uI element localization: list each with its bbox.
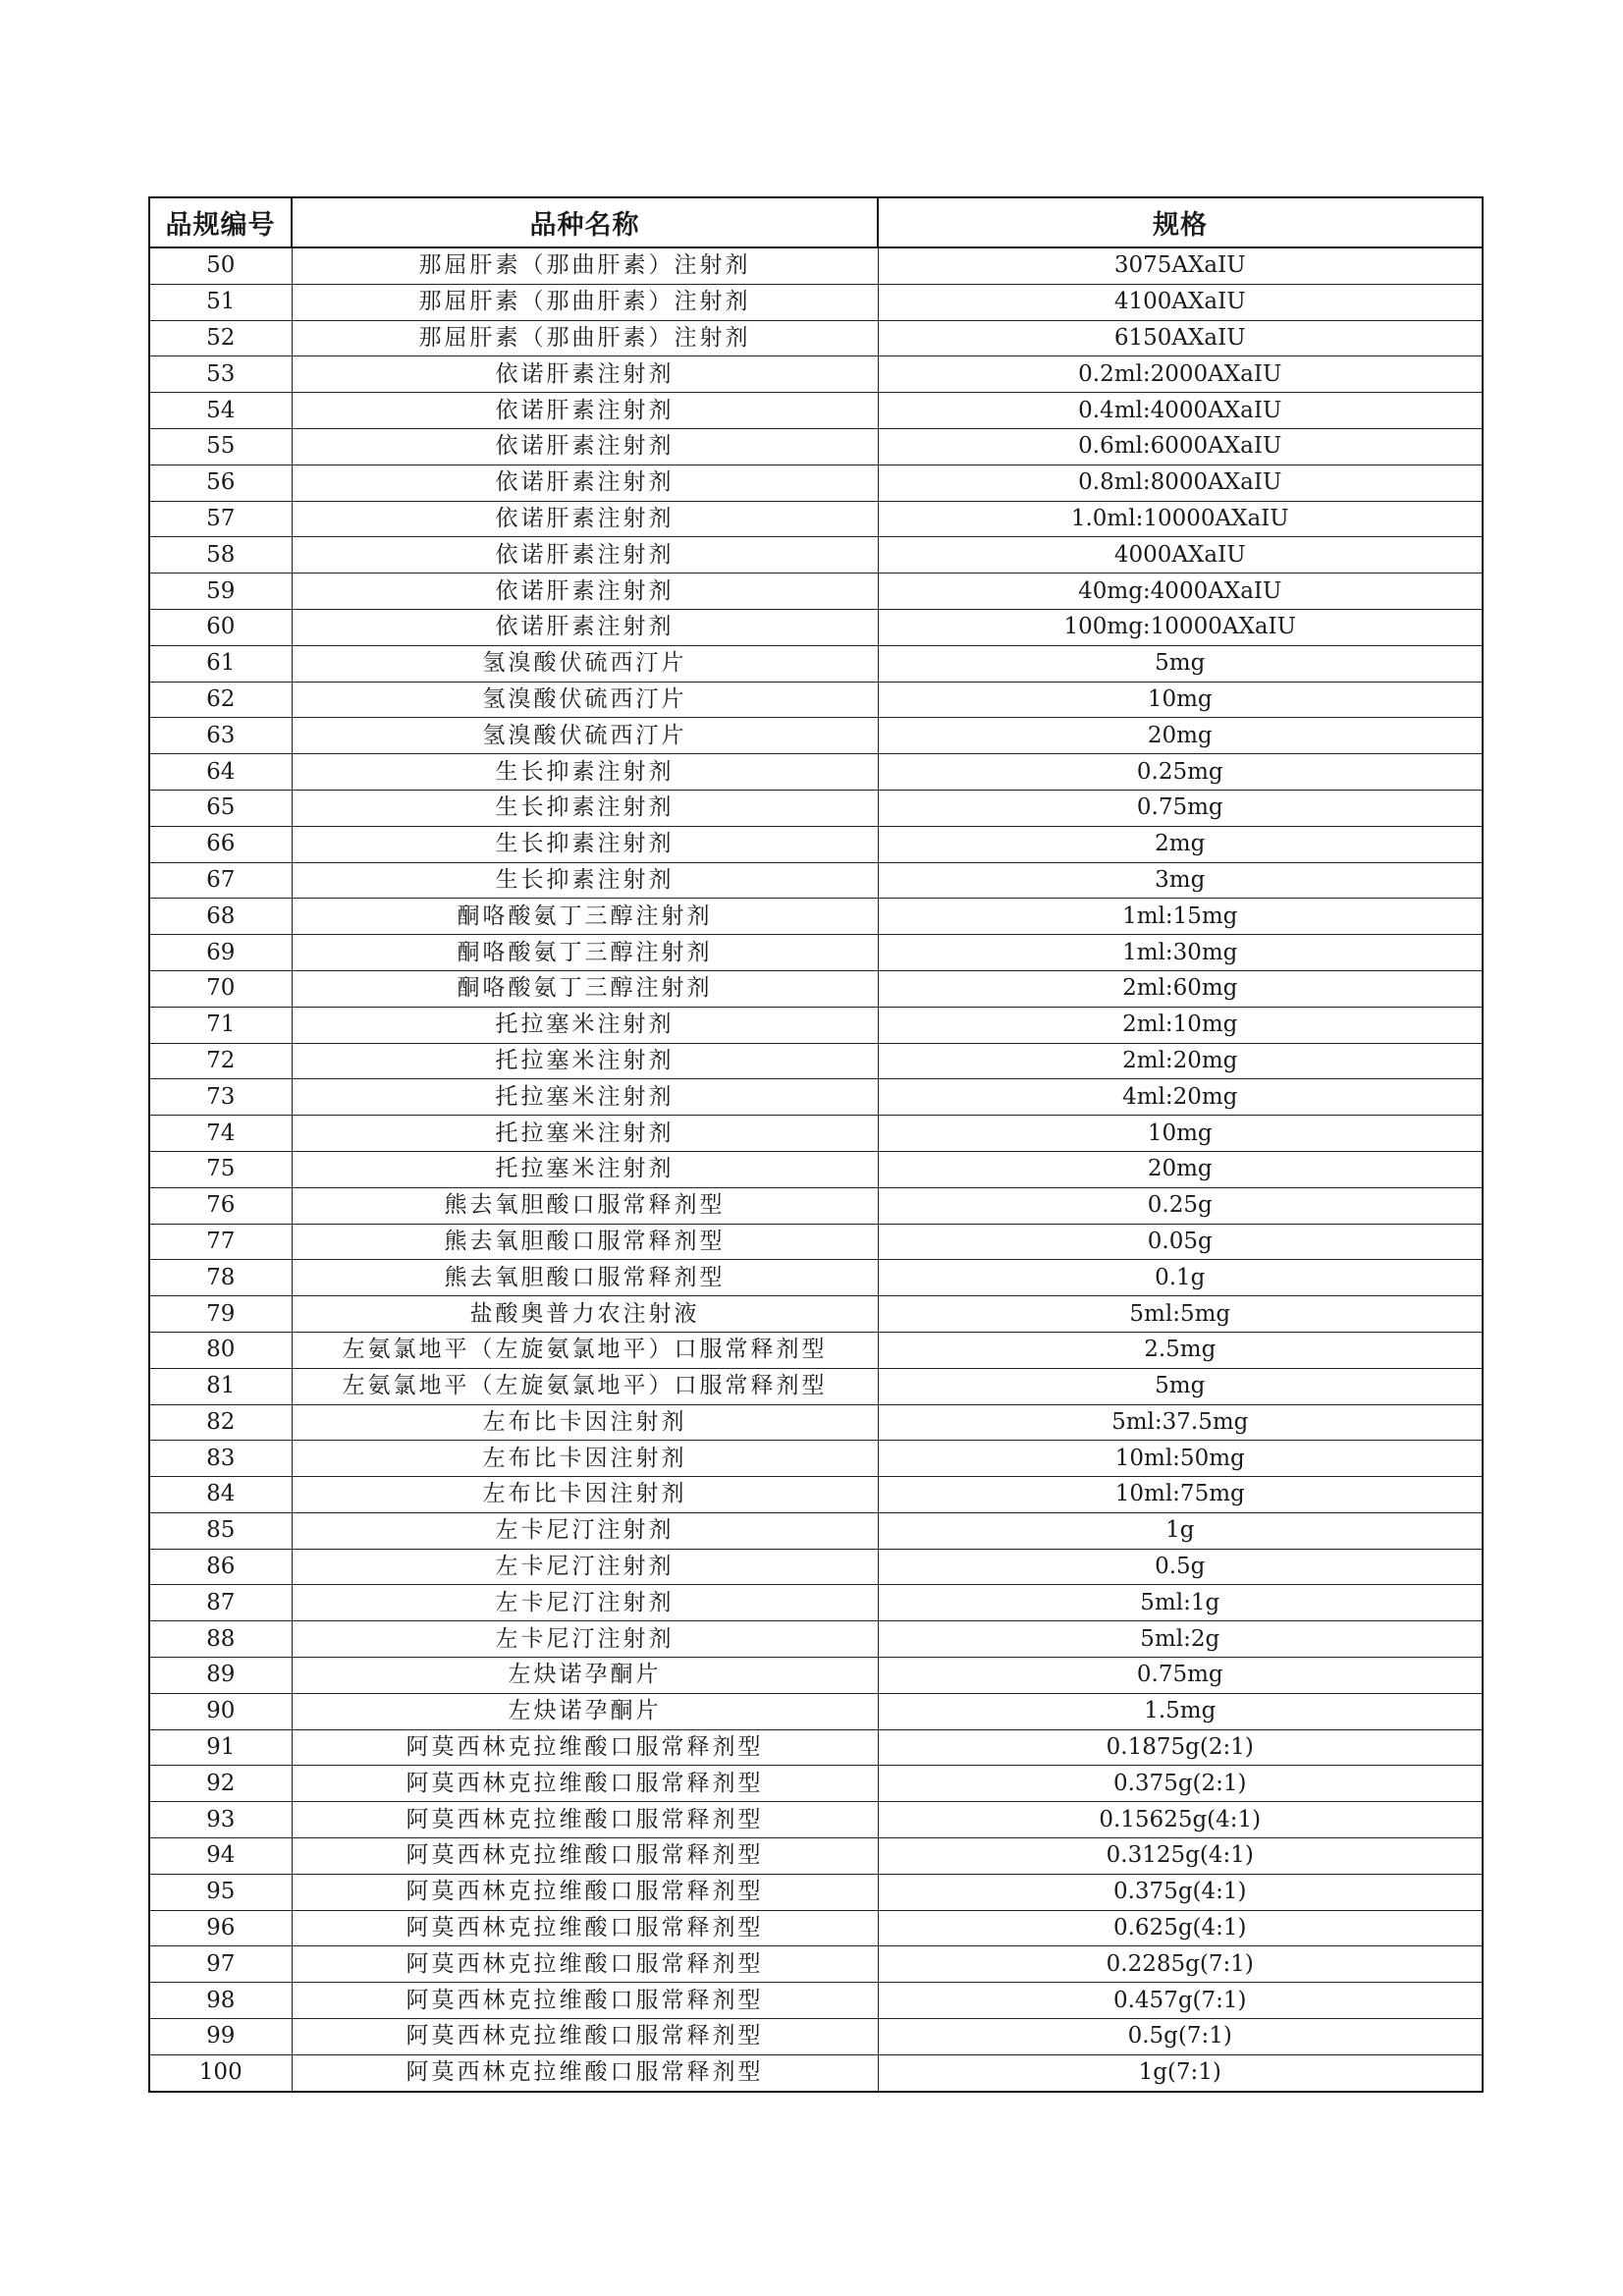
table-row (149, 862, 1483, 899)
row-spec-cell: 5ml:1g (878, 1585, 1483, 1621)
table-row (149, 501, 1483, 537)
row-product-name-cell: 阿莫西林克拉维酸口服常释剂型 (292, 1838, 878, 1875)
row-product-name-cell: 托拉塞米注射剂 (292, 1116, 878, 1152)
row-number-cell: 92 (149, 1766, 292, 1802)
row-product-name-cell: 氢溴酸伏硫西汀片 (292, 718, 878, 754)
header-item-number: 品规编号 (149, 197, 292, 247)
row-spec-cell: 1g (878, 1512, 1483, 1549)
row-product-name-cell: 左卡尼汀注射剂 (292, 1621, 878, 1658)
row-spec-cell: 100mg:10000AXaIU (878, 609, 1483, 645)
row-spec-cell: 1.0ml:10000AXaIU (878, 501, 1483, 537)
row-number-cell: 81 (149, 1368, 292, 1404)
table-row (149, 1874, 1483, 1910)
row-spec-cell: 6150AXaIU (878, 320, 1483, 356)
row-product-name-cell: 依诺肝素注射剂 (292, 574, 878, 610)
table-row (149, 1043, 1483, 1079)
row-number-cell: 68 (149, 899, 292, 935)
row-spec-cell: 0.25g (878, 1187, 1483, 1224)
row-product-name-cell: 左炔诺孕酮片 (292, 1658, 878, 1694)
row-product-name-cell: 托拉塞米注射剂 (292, 1079, 878, 1116)
row-spec-cell: 0.5g (878, 1549, 1483, 1585)
table-row (149, 1729, 1483, 1766)
row-number-cell: 90 (149, 1693, 292, 1729)
table-row (149, 1910, 1483, 1946)
row-number-cell: 60 (149, 609, 292, 645)
table-row (149, 320, 1483, 356)
row-product-name-cell: 生长抑素注射剂 (292, 862, 878, 899)
row-number-cell: 82 (149, 1404, 292, 1441)
row-product-name-cell: 熊去氧胆酸口服常释剂型 (292, 1224, 878, 1260)
row-product-name-cell: 左布比卡因注射剂 (292, 1404, 878, 1441)
row-product-name-cell: 依诺肝素注射剂 (292, 393, 878, 429)
row-number-cell: 55 (149, 428, 292, 465)
row-product-name-cell: 左氨氯地平（左旋氨氯地平）口服常释剂型 (292, 1368, 878, 1404)
row-number-cell: 61 (149, 645, 292, 682)
table-header (149, 197, 1483, 247)
table-row (149, 1224, 1483, 1260)
row-product-name-cell: 那屈肝素（那曲肝素）注射剂 (292, 320, 878, 356)
table-row (149, 718, 1483, 754)
row-product-name-cell: 依诺肝素注射剂 (292, 537, 878, 574)
row-number-cell: 50 (149, 247, 292, 284)
row-number-cell: 69 (149, 935, 292, 971)
row-number-cell: 85 (149, 1512, 292, 1549)
row-spec-cell: 1.5mg (878, 1693, 1483, 1729)
row-spec-cell: 5ml:2g (878, 1621, 1483, 1658)
table-row (149, 1512, 1483, 1549)
row-number-cell: 64 (149, 754, 292, 791)
row-number-cell: 73 (149, 1079, 292, 1116)
row-product-name-cell: 依诺肝素注射剂 (292, 356, 878, 393)
row-number-cell: 66 (149, 826, 292, 862)
row-spec-cell: 0.6ml:6000AXaIU (878, 428, 1483, 465)
row-number-cell: 53 (149, 356, 292, 393)
row-product-name-cell: 左氨氯地平（左旋氨氯地平）口服常释剂型 (292, 1332, 878, 1368)
row-product-name-cell: 托拉塞米注射剂 (292, 1007, 878, 1043)
row-spec-cell: 0.25mg (878, 754, 1483, 791)
row-number-cell: 70 (149, 970, 292, 1007)
row-product-name-cell: 生长抑素注射剂 (292, 790, 878, 826)
row-spec-cell: 0.4ml:4000AXaIU (878, 393, 1483, 429)
row-product-name-cell: 阿莫西林克拉维酸口服常释剂型 (292, 1983, 878, 2019)
table-row (149, 1151, 1483, 1187)
row-spec-cell: 10mg (878, 682, 1483, 718)
row-spec-cell: 0.3125g(4:1) (878, 1838, 1483, 1875)
row-spec-cell: 0.375g(2:1) (878, 1766, 1483, 1802)
row-number-cell: 97 (149, 1946, 292, 1983)
table-row (149, 1658, 1483, 1694)
row-number-cell: 80 (149, 1332, 292, 1368)
row-spec-cell: 0.05g (878, 1224, 1483, 1260)
table-row (149, 970, 1483, 1007)
row-product-name-cell: 阿莫西林克拉维酸口服常释剂型 (292, 1729, 878, 1766)
table-body (149, 247, 1483, 2092)
row-product-name-cell: 阿莫西林克拉维酸口服常释剂型 (292, 1874, 878, 1910)
row-number-cell: 79 (149, 1296, 292, 1333)
row-spec-cell: 1ml:15mg (878, 899, 1483, 935)
row-spec-cell: 0.8ml:8000AXaIU (878, 465, 1483, 501)
table-row (149, 609, 1483, 645)
table-row (149, 1368, 1483, 1404)
table-row (149, 1116, 1483, 1152)
row-product-name-cell: 阿莫西林克拉维酸口服常释剂型 (292, 1766, 878, 1802)
header-row (149, 197, 1483, 247)
row-product-name-cell: 那屈肝素（那曲肝素）注射剂 (292, 284, 878, 320)
table-row (149, 1187, 1483, 1224)
row-number-cell: 65 (149, 790, 292, 826)
table-row (149, 247, 1483, 284)
table-row (149, 1260, 1483, 1296)
row-product-name-cell: 左布比卡因注射剂 (292, 1477, 878, 1513)
row-number-cell: 63 (149, 718, 292, 754)
row-spec-cell: 2ml:20mg (878, 1043, 1483, 1079)
row-spec-cell: 20mg (878, 718, 1483, 754)
row-product-name-cell: 酮咯酸氨丁三醇注射剂 (292, 970, 878, 1007)
row-spec-cell: 0.375g(4:1) (878, 1874, 1483, 1910)
row-number-cell: 74 (149, 1116, 292, 1152)
table-row (149, 1802, 1483, 1838)
row-product-name-cell: 左卡尼汀注射剂 (292, 1549, 878, 1585)
row-spec-cell: 4100AXaIU (878, 284, 1483, 320)
row-spec-cell: 3mg (878, 862, 1483, 899)
row-number-cell: 51 (149, 284, 292, 320)
row-spec-cell: 2mg (878, 826, 1483, 862)
row-number-cell: 96 (149, 1910, 292, 1946)
row-number-cell: 67 (149, 862, 292, 899)
row-spec-cell: 0.1875g(2:1) (878, 1729, 1483, 1766)
table-row (149, 1007, 1483, 1043)
row-spec-cell: 5ml:5mg (878, 1296, 1483, 1333)
row-number-cell: 99 (149, 2019, 292, 2055)
row-number-cell: 100 (149, 2054, 292, 2091)
row-spec-cell: 0.2285g(7:1) (878, 1946, 1483, 1983)
table-row (149, 1983, 1483, 2019)
row-spec-cell: 1g(7:1) (878, 2054, 1483, 2091)
row-spec-cell: 1ml:30mg (878, 935, 1483, 971)
row-spec-cell: 2ml:10mg (878, 1007, 1483, 1043)
row-product-name-cell: 左卡尼汀注射剂 (292, 1585, 878, 1621)
table-row (149, 935, 1483, 971)
row-product-name-cell: 酮咯酸氨丁三醇注射剂 (292, 935, 878, 971)
row-spec-cell: 3075AXaIU (878, 247, 1483, 284)
table-row (149, 284, 1483, 320)
table-row (149, 2019, 1483, 2055)
row-number-cell: 54 (149, 393, 292, 429)
row-product-name-cell: 酮咯酸氨丁三醇注射剂 (292, 899, 878, 935)
table-row (149, 1549, 1483, 1585)
row-number-cell: 58 (149, 537, 292, 574)
row-spec-cell: 5mg (878, 645, 1483, 682)
table-row (149, 465, 1483, 501)
row-spec-cell: 20mg (878, 1151, 1483, 1187)
row-spec-cell: 10mg (878, 1116, 1483, 1152)
row-number-cell: 86 (149, 1549, 292, 1585)
header-product-name: 品种名称 (292, 197, 878, 247)
table-row (149, 826, 1483, 862)
row-spec-cell: 4000AXaIU (878, 537, 1483, 574)
row-number-cell: 87 (149, 1585, 292, 1621)
row-spec-cell: 2.5mg (878, 1332, 1483, 1368)
row-spec-cell: 0.625g(4:1) (878, 1910, 1483, 1946)
row-product-name-cell: 左卡尼汀注射剂 (292, 1512, 878, 1549)
row-product-name-cell: 托拉塞米注射剂 (292, 1043, 878, 1079)
table-row (149, 1404, 1483, 1441)
table-row (149, 1441, 1483, 1477)
row-spec-cell: 0.75mg (878, 1658, 1483, 1694)
table-row (149, 1693, 1483, 1729)
row-number-cell: 88 (149, 1621, 292, 1658)
row-number-cell: 75 (149, 1151, 292, 1187)
table-row (149, 682, 1483, 718)
row-product-name-cell: 生长抑素注射剂 (292, 754, 878, 791)
table-row (149, 356, 1483, 393)
table-row (149, 393, 1483, 429)
table-row (149, 790, 1483, 826)
row-number-cell: 94 (149, 1838, 292, 1875)
row-spec-cell: 0.457g(7:1) (878, 1983, 1483, 2019)
row-number-cell: 95 (149, 1874, 292, 1910)
row-product-name-cell: 阿莫西林克拉维酸口服常释剂型 (292, 1802, 878, 1838)
table-row (149, 1946, 1483, 1983)
row-spec-cell: 2ml:60mg (878, 970, 1483, 1007)
table-row (149, 754, 1483, 791)
row-product-name-cell: 依诺肝素注射剂 (292, 501, 878, 537)
document-page (148, 196, 1482, 2093)
table-row (149, 1585, 1483, 1621)
table-row (149, 1621, 1483, 1658)
row-product-name-cell: 阿莫西林克拉维酸口服常释剂型 (292, 2054, 878, 2091)
row-spec-cell: 5ml:37.5mg (878, 1404, 1483, 1441)
row-number-cell: 57 (149, 501, 292, 537)
table-row (149, 1332, 1483, 1368)
row-number-cell: 78 (149, 1260, 292, 1296)
row-number-cell: 91 (149, 1729, 292, 1766)
drug-spec-table (148, 196, 1484, 2093)
table-row (149, 1838, 1483, 1875)
row-product-name-cell: 氢溴酸伏硫西汀片 (292, 682, 878, 718)
row-number-cell: 71 (149, 1007, 292, 1043)
row-number-cell: 93 (149, 1802, 292, 1838)
header-specification: 规格 (878, 197, 1483, 247)
row-product-name-cell: 依诺肝素注射剂 (292, 428, 878, 465)
row-product-name-cell: 左炔诺孕酮片 (292, 1693, 878, 1729)
table-row (149, 1296, 1483, 1333)
row-number-cell: 83 (149, 1441, 292, 1477)
row-product-name-cell: 那屈肝素（那曲肝素）注射剂 (292, 247, 878, 284)
table-row (149, 645, 1483, 682)
row-spec-cell: 4ml:20mg (878, 1079, 1483, 1116)
row-number-cell: 62 (149, 682, 292, 718)
row-product-name-cell: 阿莫西林克拉维酸口服常释剂型 (292, 1910, 878, 1946)
row-product-name-cell: 托拉塞米注射剂 (292, 1151, 878, 1187)
row-spec-cell: 0.15625g(4:1) (878, 1802, 1483, 1838)
row-number-cell: 59 (149, 574, 292, 610)
table-row (149, 1766, 1483, 1802)
row-spec-cell: 40mg:4000AXaIU (878, 574, 1483, 610)
row-number-cell: 77 (149, 1224, 292, 1260)
table-row (149, 574, 1483, 610)
row-spec-cell: 10ml:75mg (878, 1477, 1483, 1513)
row-number-cell: 84 (149, 1477, 292, 1513)
row-number-cell: 98 (149, 1983, 292, 2019)
row-number-cell: 72 (149, 1043, 292, 1079)
table-row (149, 1079, 1483, 1116)
row-spec-cell: 0.5g(7:1) (878, 2019, 1483, 2055)
table-row (149, 2054, 1483, 2091)
row-product-name-cell: 氢溴酸伏硫西汀片 (292, 645, 878, 682)
row-product-name-cell: 阿莫西林克拉维酸口服常释剂型 (292, 1946, 878, 1983)
table-row (149, 428, 1483, 465)
row-spec-cell: 0.2ml:2000AXaIU (878, 356, 1483, 393)
row-product-name-cell: 熊去氧胆酸口服常释剂型 (292, 1260, 878, 1296)
row-spec-cell: 5mg (878, 1368, 1483, 1404)
row-spec-cell: 0.75mg (878, 790, 1483, 826)
row-product-name-cell: 盐酸奥普力农注射液 (292, 1296, 878, 1333)
row-number-cell: 76 (149, 1187, 292, 1224)
table-row (149, 899, 1483, 935)
row-number-cell: 89 (149, 1658, 292, 1694)
row-product-name-cell: 左布比卡因注射剂 (292, 1441, 878, 1477)
row-spec-cell: 10ml:50mg (878, 1441, 1483, 1477)
row-product-name-cell: 生长抑素注射剂 (292, 826, 878, 862)
table-row (149, 1477, 1483, 1513)
row-product-name-cell: 阿莫西林克拉维酸口服常释剂型 (292, 2019, 878, 2055)
row-spec-cell: 0.1g (878, 1260, 1483, 1296)
row-product-name-cell: 依诺肝素注射剂 (292, 609, 878, 645)
row-product-name-cell: 熊去氧胆酸口服常释剂型 (292, 1187, 878, 1224)
table-row (149, 537, 1483, 574)
row-number-cell: 56 (149, 465, 292, 501)
row-product-name-cell: 依诺肝素注射剂 (292, 465, 878, 501)
row-number-cell: 52 (149, 320, 292, 356)
